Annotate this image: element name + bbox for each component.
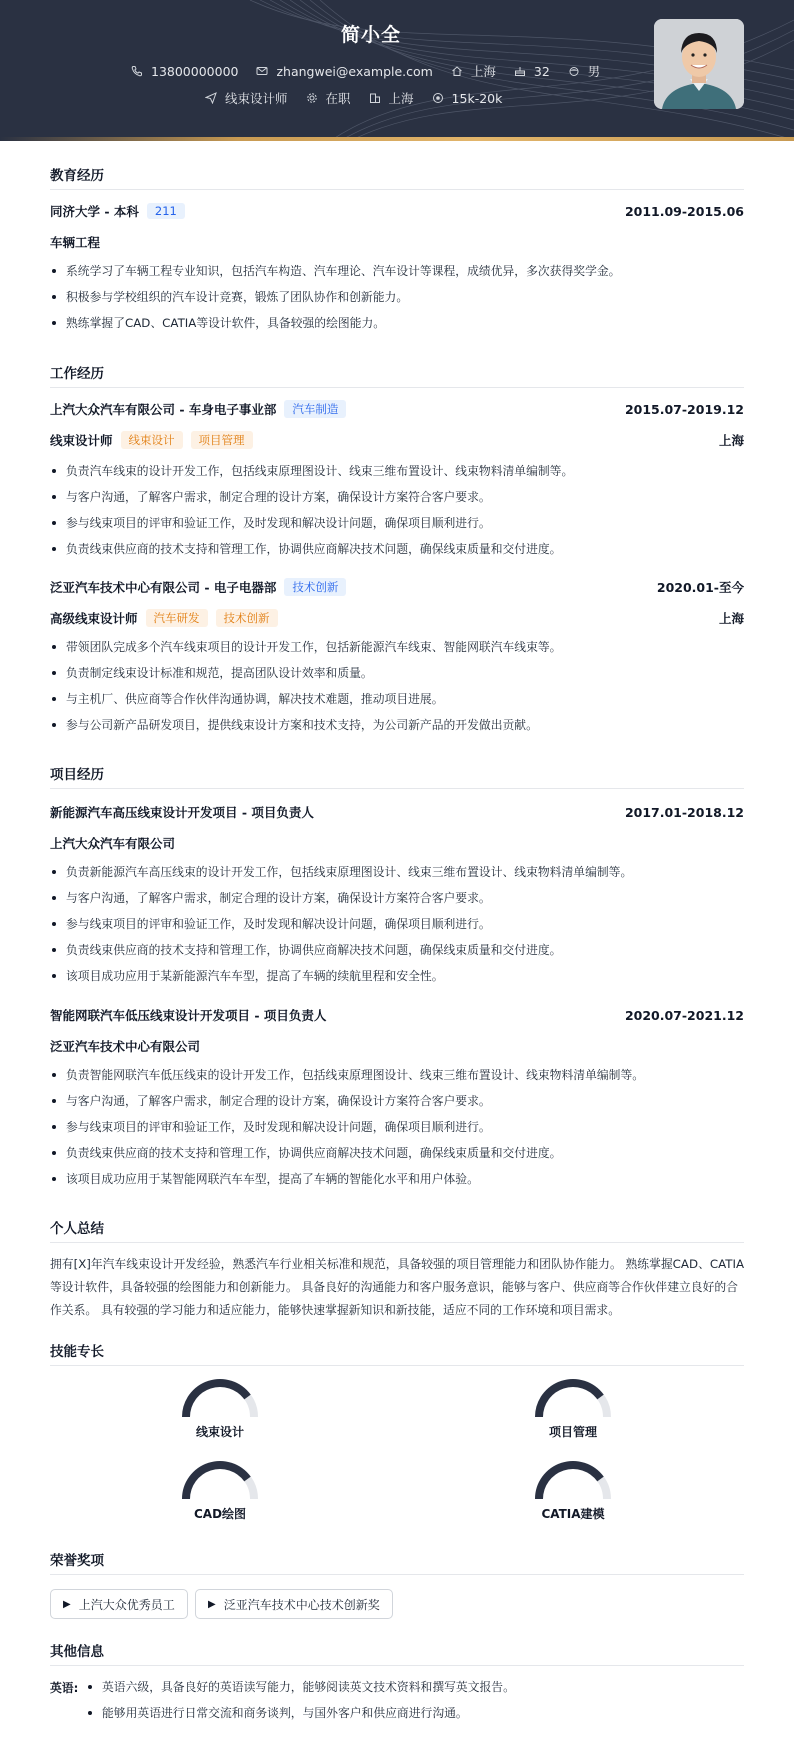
list-item: 英语六级，具备良好的英语读写能力，能够阅读英文技术资料和撰写英文报告。: [86, 1679, 515, 1705]
other-section-title: 其他信息: [50, 1640, 744, 1666]
triangle-icon: ▶: [63, 1598, 71, 1610]
gauge-fill: [539, 1465, 601, 1499]
gauge-fill: [539, 1383, 601, 1417]
location-text: 上海: [470, 64, 496, 79]
job-2-header: [50, 578, 744, 596]
other-bullets: [86, 1679, 515, 1731]
job-1-industry-tag: 汽车制造: [284, 400, 346, 418]
project-1-org: 上汽大众汽车有限公司: [50, 836, 176, 851]
list-item: 与主机厂、供应商等合作伙伴沟通协调，解决技术难题，推动项目进展。: [50, 691, 744, 717]
job-1-date: 2015.07-2019.12: [624, 401, 744, 417]
phone-item: [131, 64, 238, 79]
building-icon: [369, 92, 381, 104]
list-item: 熟练掌握了CAD、CATIA等设计软件，具备较强的绘图能力。: [50, 315, 744, 341]
list-item: 与客户沟通，了解客户需求，制定合理的设计方案，确保设计方案符合客户要求。: [50, 1093, 744, 1119]
gauge-fill: [186, 1465, 248, 1499]
gender-text: 男: [587, 64, 601, 79]
profile-photo: [654, 19, 744, 109]
job-2-date: 2020.01-至今: [656, 580, 744, 595]
award-badge: [195, 1589, 393, 1619]
job-2-role: 高级线束设计师: [50, 611, 138, 626]
education-header: [50, 202, 744, 220]
skill-item: [160, 1457, 280, 1522]
age-item: [514, 64, 550, 79]
other-label: 英语:: [50, 1681, 79, 1695]
award-label: 上汽大众优秀员工: [78, 1597, 175, 1612]
location-item: [451, 62, 496, 80]
education-major: 车辆工程: [50, 235, 101, 250]
skill-gauge: [530, 1457, 616, 1501]
job-1-role-line: [50, 431, 744, 449]
job-1-header: [50, 400, 744, 418]
job-2-company: 泛亚汽车技术中心有限公司 - 电子电器部: [50, 580, 277, 595]
job-row: [205, 89, 520, 107]
send-icon: [205, 92, 217, 104]
list-item: 负责汽车线束的设计开发工作，包括线束原理图设计、线束三维布置设计、线束物料清单编制等。: [50, 463, 744, 489]
skill-item: [160, 1375, 280, 1440]
job-2-role-line: [50, 609, 744, 627]
project-2-bullets: [50, 1067, 744, 1197]
list-item: 该项目成功应用于某新能源汽车车型，提高了车辆的续航里程和安全性。: [50, 968, 744, 994]
project-2-date: 2020.07-2021.12: [624, 1007, 744, 1023]
work-section-title: 工作经历: [50, 362, 744, 388]
education-bullets: [50, 263, 744, 341]
school-name: 同济大学 - 本科: [50, 204, 139, 219]
award-badge: [50, 1589, 188, 1619]
job-1-role: 线束设计师: [50, 433, 113, 448]
list-item: 负责新能源汽车高压线束的设计开发工作，包括线束原理图设计、线束三维布置设计、线束物料清单编制等。: [50, 864, 744, 890]
gender-icon: [568, 65, 580, 77]
award-label: 泛亚汽车技术中心技术创新奖: [223, 1597, 380, 1612]
list-item: 系统学习了车辆工程专业知识，包括汽车构造、汽车理论、汽车设计等课程，成绩优异，多次获得奖学金。: [50, 263, 744, 289]
gauge-fill: [186, 1383, 248, 1417]
project-2-org: 泛亚汽车技术中心有限公司: [50, 1039, 201, 1054]
candidate-name: 简小全: [340, 24, 401, 46]
list-item: 负责线束供应商的技术支持和管理工作，协调供应商解决技术问题，确保线束质量和交付进度。: [50, 942, 744, 968]
contact-row: [131, 62, 618, 80]
salary-text: 15k-20k: [451, 90, 503, 106]
skill-label: 线束设计: [195, 1425, 244, 1439]
job-text: 线束设计师: [225, 91, 288, 106]
job-1-bullets: [50, 463, 744, 567]
skill-label: CATIA建模: [541, 1507, 605, 1521]
list-item: 参与线束项目的评审和验证工作，及时发现和解决设计问题，确保项目顺利进行。: [50, 916, 744, 942]
list-item: 与客户沟通，了解客户需求，制定合理的设计方案，确保设计方案符合客户要求。: [50, 489, 744, 515]
job-1-company: 上汽大众汽车有限公司 - 车身电子事业部: [50, 402, 277, 417]
list-item: 参与线束项目的评审和验证工作，及时发现和解决设计问题，确保项目顺利进行。: [50, 1119, 744, 1145]
skill-gauge: [530, 1375, 616, 1419]
job-2-tag: 技术创新: [216, 609, 278, 627]
job-1-city: 上海: [718, 433, 744, 448]
list-item: 参与线束项目的评审和验证工作，及时发现和解决设计问题，确保项目顺利进行。: [50, 515, 744, 541]
skill-item: [513, 1375, 633, 1440]
job-item: [205, 89, 288, 107]
skill-gauge: [177, 1375, 263, 1419]
salary-item: [432, 91, 503, 106]
status-text: 在职: [325, 91, 351, 106]
skill-label: 项目管理: [548, 1425, 597, 1439]
email-text: zhangwei@example.com: [276, 63, 433, 79]
list-item: 积极参与学校组织的汽车设计竞赛，锻炼了团队协作和创新能力。: [50, 289, 744, 315]
triangle-icon: ▶: [208, 1598, 216, 1610]
project-1-bullets: [50, 864, 744, 994]
project-2-header: [50, 1006, 744, 1024]
project-1-date: 2017.01-2018.12: [624, 804, 744, 820]
list-item: 参与公司新产品研发项目，提供线束设计方案和技术支持，为公司新产品的开发做出贡献。: [50, 717, 744, 743]
phone-text: 13800000000: [151, 63, 239, 79]
skills-section-title: 技能专长: [50, 1340, 744, 1366]
coin-icon: [432, 92, 444, 104]
summary-text: 拥有[X]年汽车线束设计开发经验，熟悉汽车行业相关标准和规范，具备较强的项目管理能力和团队协作能力。 熟练掌握CAD、CATIA等设计软件，具备较强的绘图能力和创新能力。 具备良好的沟通能力和客户服务意识，能够与客户、供应商等合作伙伴建立良好的合作关系。 具有较强的学习能力和适应能力，能够快速掌握新知识和新技能，适应不同的工作环境和项目需求。: [50, 1257, 745, 1317]
list-item: 负责线束供应商的技术支持和管理工作，协调供应商解决技术问题，确保线束质量和交付进度。: [50, 1145, 744, 1171]
job-2-tag: 汽车研发: [146, 609, 208, 627]
list-item: 负责智能网联汽车低压线束的设计开发工作，包括线束原理图设计、线束三维布置设计、线束物料清单编制等。: [50, 1067, 744, 1093]
skill-label: CAD绘图: [193, 1507, 247, 1521]
project-2-name: 智能网联汽车低压线束设计开发项目 - 项目负责人: [50, 1008, 327, 1023]
cake-icon: [514, 65, 526, 77]
gender-item: [568, 62, 601, 80]
job-2-bullets: [50, 639, 744, 743]
home-icon: [451, 65, 463, 77]
job-2-industry-tag: 技术创新: [284, 578, 346, 596]
list-item: 带领团队完成多个汽车线束项目的设计开发工作，包括新能源汽车线束、智能网联汽车线束等。: [50, 639, 744, 665]
list-item: 与客户沟通，了解客户需求，制定合理的设计方案，确保设计方案符合客户要求。: [50, 890, 744, 916]
header-accent-line: [0, 137, 794, 141]
awards-section-title: 荣誉奖项: [50, 1549, 744, 1575]
status-item: [306, 89, 351, 107]
city-item: [369, 89, 414, 107]
job-2-city: 上海: [718, 611, 744, 626]
list-item: 该项目成功应用于某智能网联汽车车型，提高了车辆的智能化水平和用户体验。: [50, 1171, 744, 1197]
mail-icon: [256, 65, 268, 77]
list-item: 负责线束供应商的技术支持和管理工作，协调供应商解决技术问题，确保线束质量和交付进度。: [50, 541, 744, 567]
education-section-title: 教育经历: [50, 164, 744, 190]
phone-icon: [131, 65, 143, 77]
skill-gauge: [177, 1457, 263, 1501]
list-item: 能够用英语进行日常交流和商务谈判，与国外客户和供应商进行沟通。: [86, 1705, 515, 1731]
city-text: 上海: [388, 91, 414, 106]
school-tag: 211: [147, 203, 185, 219]
summary-section-title: 个人总结: [50, 1217, 744, 1243]
list-item: 负责制定线束设计标准和规范，提高团队设计效率和质量。: [50, 665, 744, 691]
job-1-tag: 线束设计: [121, 431, 183, 449]
education-date: 2011.09-2015.06: [624, 203, 744, 219]
job-1-tag: 项目管理: [191, 431, 253, 449]
gear-icon: [306, 92, 318, 104]
project-1-name: 新能源汽车高压线束设计开发项目 - 项目负责人: [50, 805, 314, 820]
age-text: 32: [533, 63, 550, 79]
projects-section-title: 项目经历: [50, 763, 744, 789]
skill-item: [513, 1457, 633, 1522]
email-item: [256, 64, 432, 79]
project-1-header: [50, 803, 744, 821]
